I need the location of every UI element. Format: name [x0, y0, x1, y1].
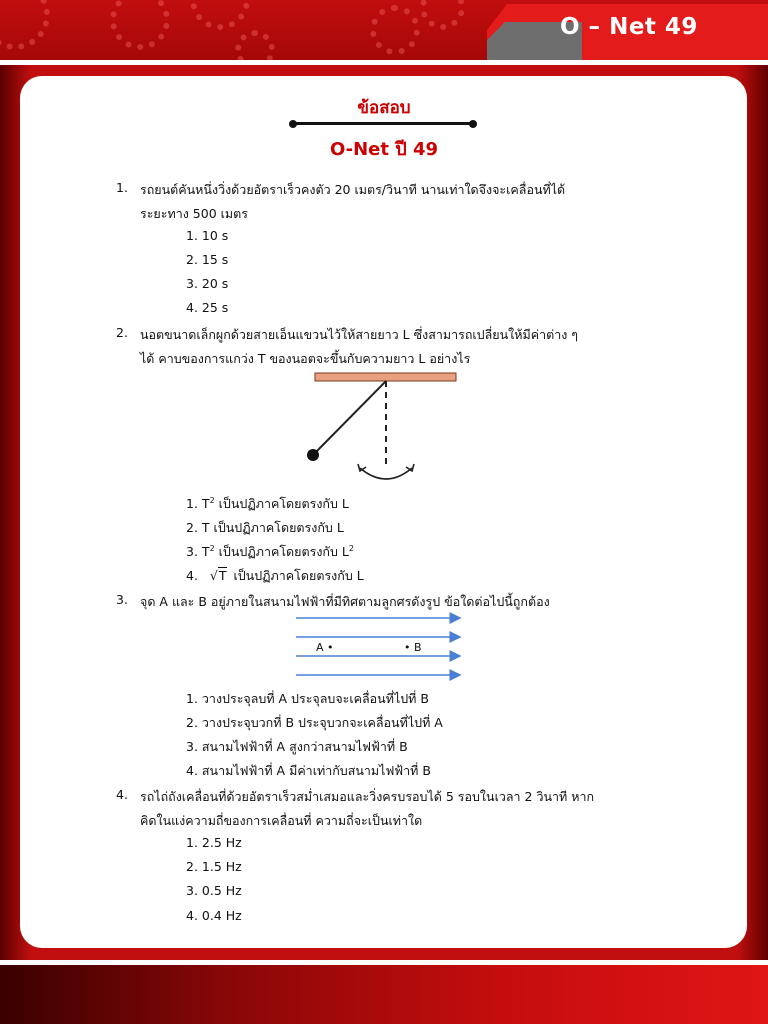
answer-option[interactable]: 3. $T^2$ เป็นปฏิภาคโดยตรงกับ $L^2$ [186, 544, 354, 559]
gear-decoration-icon [370, 5, 420, 55]
answer-option[interactable]: 3. 0.5 Hz [186, 883, 242, 898]
question-text: รถไถ่ถังเคลื่อนที่ด้วยอัตราเร็วสม่ำเสมอและวิ่งครบรอบได้ 5 รอบในเวลา 2 วินาที หาก [140, 789, 595, 804]
page-subtitle: O-Net ปี 49 [330, 139, 438, 160]
square-root-icon: √T [209, 568, 227, 583]
answer-option[interactable]: 2. 15 s [186, 252, 229, 267]
answer-option[interactable]: 3. สนามไฟฟ้าที่ A สูงกว่าสนามไฟฟ้าที่ B [186, 739, 408, 754]
answer-option[interactable]: 4. 25 s [186, 300, 229, 315]
header-title: O – Net 49 [560, 14, 698, 40]
answer-option[interactable]: 1. วางประจุลบที่ A ประจุลบจะเคลื่อนที่ไปที่ B [186, 691, 429, 706]
answer-option[interactable]: 3. 20 s [186, 276, 229, 291]
answer-option[interactable]: 2. 1.5 Hz [186, 859, 242, 874]
question-text: นอตขนาดเล็กผูกด้วยสายเอ็นแขวนไว้ให้สายยาว L ซึ่งสามารถเปลี่ยนให้มีค่าต่าง ๆ [140, 327, 579, 342]
title-divider [293, 122, 473, 125]
pendulum-figure [300, 370, 470, 485]
answer-option[interactable]: 1. 2.5 Hz [186, 835, 242, 850]
swing-arrow-right [406, 464, 414, 471]
answer-option[interactable]: 1. 10 s [186, 228, 229, 243]
question-text: คิดในแง่ความถี่ของการเคลื่อนที่ ความถี่จะเป็นเท่าใด [140, 813, 423, 828]
divider-dot-right [469, 120, 477, 128]
question-number: 4. [116, 787, 128, 802]
answer-option[interactable]: 1. $T^2$ เป็นปฏิภาคโดยตรงกับ L [186, 496, 349, 511]
pendulum-bob [307, 449, 319, 461]
pendulum-support-beam [315, 373, 456, 381]
swing-arrow-left [358, 464, 366, 471]
question-number: 1. [116, 180, 128, 195]
swing-arc [360, 468, 412, 479]
question-text: ได้ คาบของการแกว่ง T ของนอตจะขึ้นกับความยาว L อย่างไร [140, 351, 471, 366]
footer-band [0, 965, 768, 1024]
page-title: ข้อสอบ [357, 98, 411, 118]
point-b-label: • B [404, 641, 422, 654]
question-number: 2. [116, 325, 128, 340]
answer-option[interactable]: 4. 0.4 Hz [186, 908, 242, 923]
question-text: รถยนต์คันหนึ่งวิ่งด้วยอัตราเร็วคงตัว 20 เมตร/วินาที นานเท่าใดจึงจะเคลื่อนที่ได้ [140, 182, 566, 197]
question-text: ระยะทาง 500 เมตร [140, 206, 248, 221]
answer-option[interactable]: 4. สนามไฟฟ้าที่ A มีค่าเท่ากับสนามไฟฟ้าที่ B [186, 763, 431, 778]
answer-option[interactable]: 2. T เป็นปฏิภาคโดยตรงกับ L [186, 520, 344, 535]
question-text: จุด A และ B อยู่ภายในสนามไฟฟ้าที่มีทิศตามลูกศรดังรูป ข้อใดต่อไปนี้ถูกต้อง [140, 594, 550, 609]
point-a-label: A • [316, 641, 334, 654]
divider-dot-left [289, 120, 297, 128]
answer-option[interactable]: 2. วางประจุบวกที่ B ประจุบวกจะเคลื่อนที่ไปที่ A [186, 715, 443, 730]
pendulum-string [314, 381, 386, 454]
answer-option[interactable]: 4. √T เป็นปฏิภาคโดยตรงกับ L [186, 568, 364, 583]
question-number: 3. [116, 592, 128, 607]
